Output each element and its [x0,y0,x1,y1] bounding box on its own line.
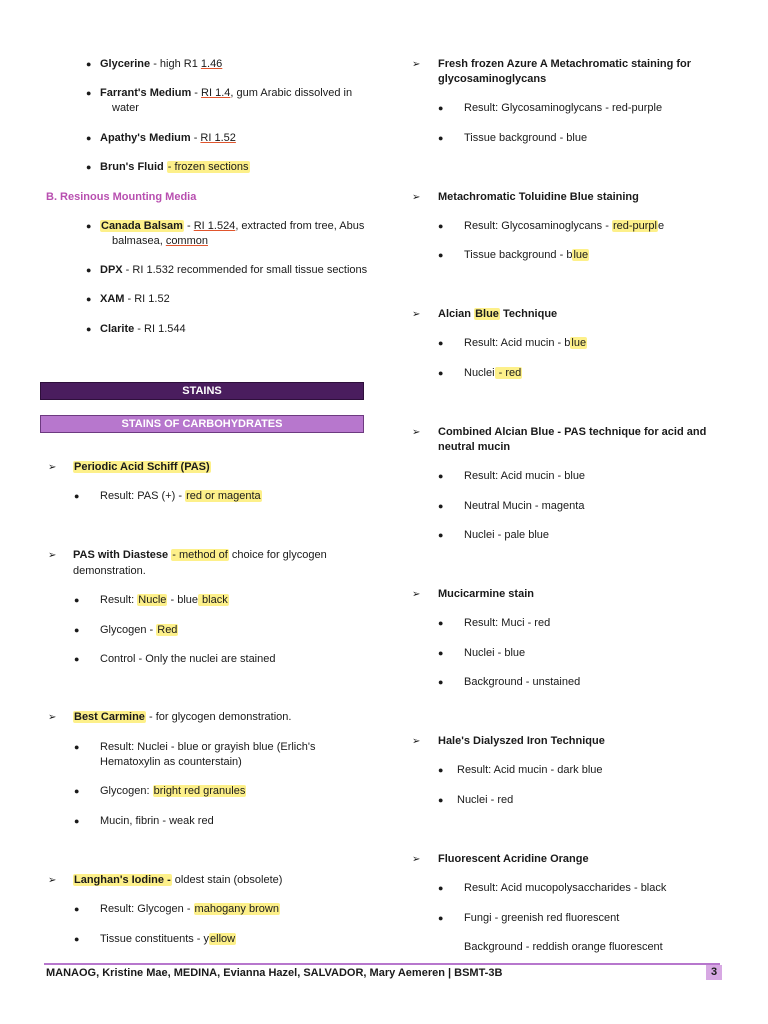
list-item: Control - Only the nuclei are stained [100,653,276,665]
bullet-icon: ● [86,133,92,143]
list-item: Background - unstained [464,676,581,688]
list-item: Background - reddish orange fluorescent [464,941,663,953]
stain-title: Langhan's Iodine - oldest stain (obsolete) [74,874,283,886]
bullet-icon: ● [438,530,444,540]
bullet-icon: ● [438,368,444,378]
arrow-bullet-icon: ➢ [412,59,421,70]
list-item: Result: Glycosaminoglycans - red-purple [464,102,663,114]
bullet-icon: ● [74,816,80,826]
list-item: Result: Acid mucin - blue [464,337,587,349]
list-item: Glycogen - Red [100,624,178,636]
list-item: Glycerine - high R1 1.46 [100,58,223,70]
stain-title: PAS with Diastese - method of choice for glycogen [73,549,327,561]
bullet-icon: ● [74,742,80,752]
arrow-bullet-icon: ➢ [48,550,57,561]
arrow-bullet-icon: ➢ [412,427,421,438]
list-item-continuation: balmasea, common [112,235,208,247]
bullet-icon: ● [438,648,444,658]
arrow-bullet-icon: ➢ [48,712,57,723]
bullet-icon: ● [86,324,92,334]
bullet-icon: ● [86,59,92,69]
list-item: XAM - RI 1.52 [100,293,170,305]
stain-title-continuation: glycosaminoglycans [438,73,547,85]
bullet-icon: ● [74,654,80,664]
list-item: Farrant's Medium - RI 1.4, gum Arabic dissolved in [100,87,353,99]
bullet-icon: ● [86,294,92,304]
bullet-icon: ● [74,595,80,605]
list-item: Result: Acid mucin - dark blue [457,764,603,776]
list-item: Fungi - greenish red fluorescent [464,912,620,924]
list-item: Nuclei - red [457,794,514,806]
stain-title: Hale's Dialyszed Iron Technique [438,735,605,747]
bullet-icon: ● [438,913,444,923]
list-item: Nuclei - red [464,367,522,379]
list-item: Tissue background - blue [464,249,589,261]
bullet-icon: ● [438,618,444,628]
list-item: Result: Acid mucopolysaccharides - black [464,882,667,894]
list-item-continuation: water [112,102,139,114]
bullet-icon: ● [438,133,444,143]
section-heading: B. Resinous Mounting Media [46,191,197,203]
stain-title: Fresh frozen Azure A Metachromatic staining for [438,58,692,70]
list-item: Neutral Mucin - magenta [464,500,585,512]
stain-title: Fluorescent Acridine Orange [438,853,589,865]
arrow-bullet-icon: ➢ [412,736,421,747]
bullet-icon: ● [74,625,80,635]
bullet-icon: ● [86,88,92,98]
list-item: Canada Balsam - RI 1.524, extracted from tree, Abus [101,220,365,232]
list-item: Result: Acid mucin - blue [464,470,586,482]
bullet-icon: ● [438,250,444,260]
list-item: Result: Glycosaminoglycans - red-purple [464,220,665,232]
arrow-bullet-icon: ➢ [412,309,421,320]
list-item: Nuclei - blue [464,647,526,659]
list-item: Result: Nuclei - blue or grayish blue (Erlich's [100,741,316,753]
list-item: Glycogen: bright red granules [100,785,246,797]
arrow-bullet-icon: ➢ [48,875,57,886]
carbohydrates-title-bar: STAINS OF CARBOHYDRATES [40,415,364,433]
bullet-icon: ● [438,883,444,893]
list-item: Tissue background - blue [464,132,588,144]
list-item: Result: Nucle - blue black [100,594,228,606]
stain-title: Best Carmine - for glycogen demonstration. [74,711,292,723]
bullet-icon: ● [438,501,444,511]
stain-title: Alcian Blue Technique [438,308,558,320]
bullet-icon: ● [74,904,80,914]
arrow-bullet-icon: ➢ [48,462,57,473]
bullet-icon: ● [438,338,444,348]
stain-title: Metachromatic Toluidine Blue staining [438,191,639,203]
list-item: Nuclei - pale blue [464,529,549,541]
stain-title-continuation: neutral mucin [438,441,511,453]
arrow-bullet-icon: ➢ [412,192,421,203]
arrow-bullet-icon: ➢ [412,589,421,600]
page-number: 3 [706,965,722,980]
bullet-icon: ● [86,162,92,172]
list-item: Result: PAS (+) - red or magenta [100,490,261,502]
bullet-icon: ● [74,786,80,796]
list-item: Apathy's Medium - RI 1.52 [100,132,236,144]
bullet-icon: ● [438,221,444,231]
footer-divider [44,963,720,965]
list-item-continuation: Hematoxylin as counterstain) [100,756,242,768]
bullet-icon: ● [438,795,444,805]
bullet-icon: ● [438,471,444,481]
arrow-bullet-icon: ➢ [412,854,421,865]
bullet-icon: ● [74,491,80,501]
bullet-icon: ● [438,765,444,775]
bullet-icon: ● [74,934,80,944]
list-item: Clarite - RI 1.544 [100,323,186,335]
bullet-icon: ● [438,103,444,113]
stain-title: Combined Alcian Blue - PAS technique for acid and [438,426,707,438]
bullet-icon: ● [86,265,92,275]
list-item: Mucin, fibrin - weak red [100,815,214,827]
stain-title: Mucicarmine stain [438,588,534,600]
list-item: Brun's Fluid - frozen sections [100,161,249,173]
footer-authors: MANAOG, Kristine Mae, MEDINA, Evianna Hazel, SALVADOR, Mary Aemeren | BSMT-3B [46,967,503,979]
list-item: Result: Muci - red [464,617,551,629]
stain-title: Periodic Acid Schiff (PAS) [74,461,210,473]
stains-title-bar: STAINS [40,382,364,400]
bullet-icon: ● [86,221,92,231]
list-item: Tissue constituents - yellow [100,933,236,945]
list-item: DPX - RI 1.532 recommended for small tissue sections [100,264,368,276]
stain-title-continuation: demonstration. [73,565,146,577]
list-item: Result: Glycogen - mahogany brown [100,903,279,915]
bullet-icon: ● [438,677,444,687]
